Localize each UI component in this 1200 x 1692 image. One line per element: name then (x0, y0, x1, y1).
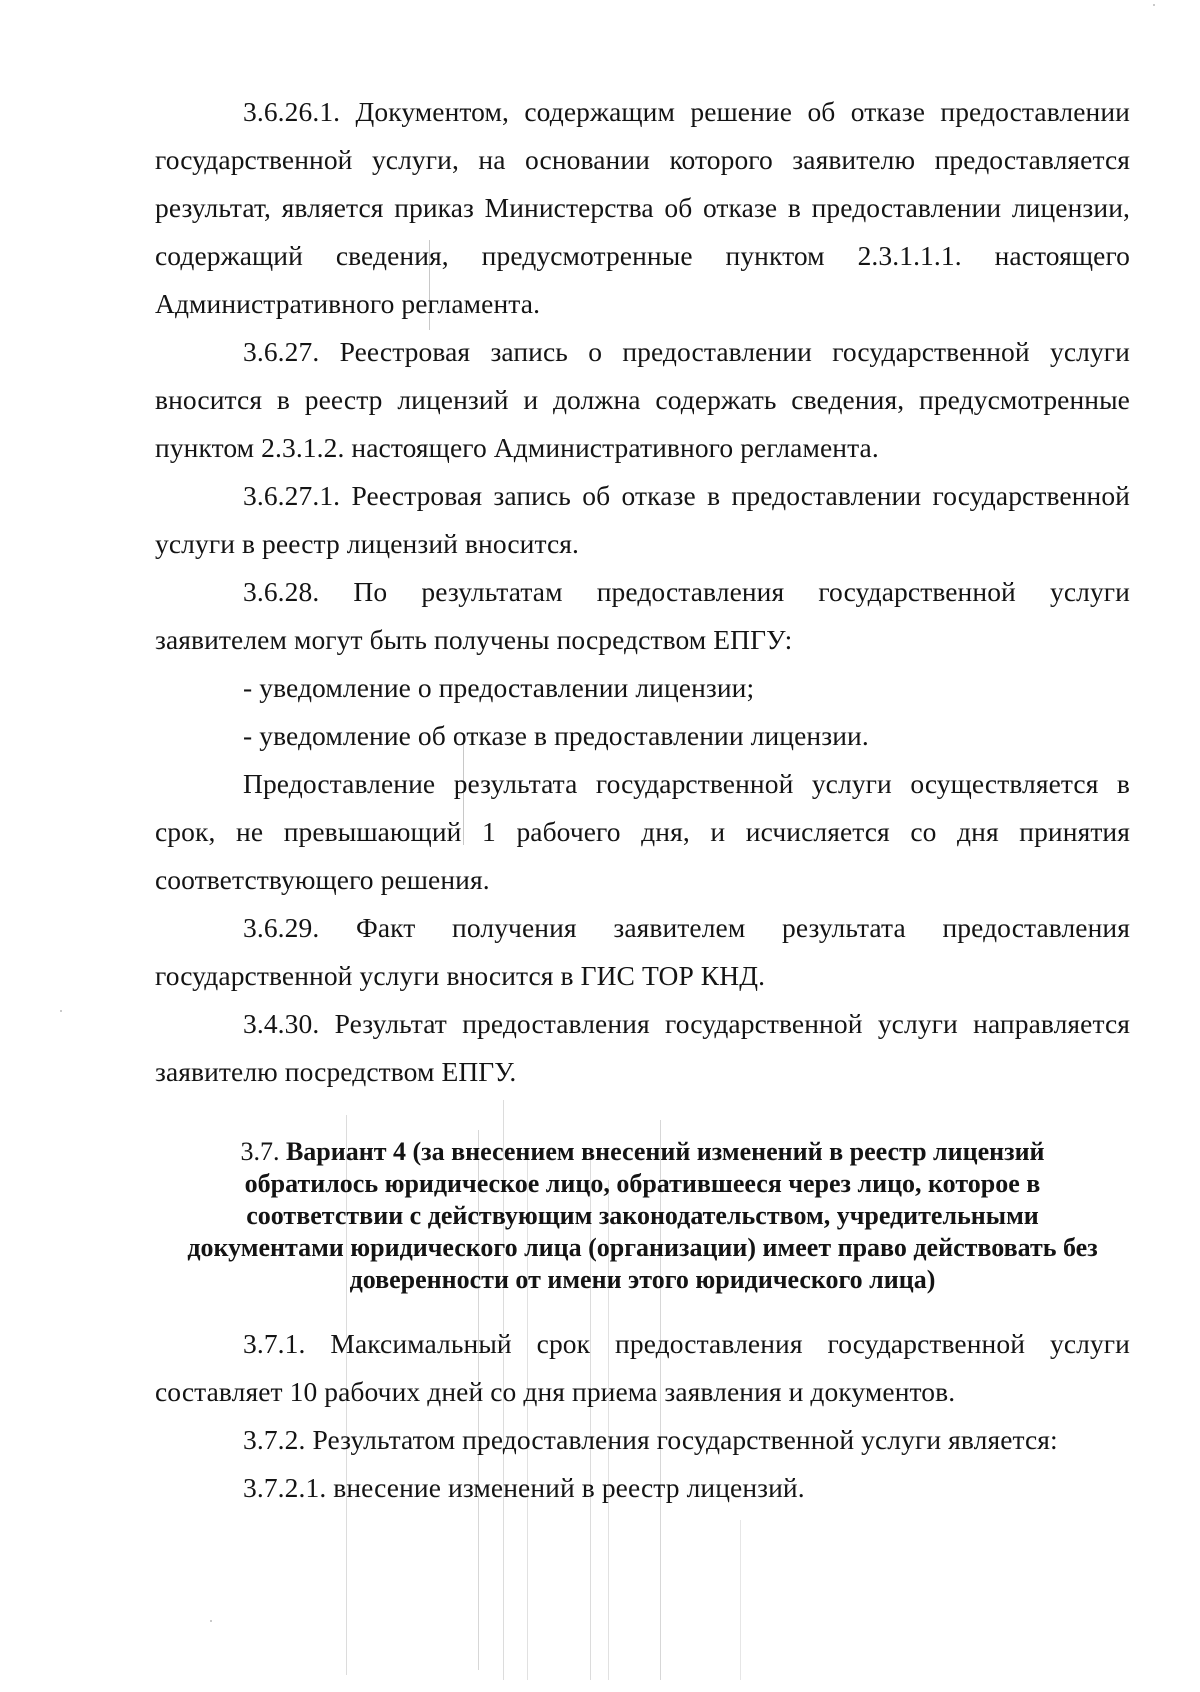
paragraph-3-7-1: 3.7.1. Максимальный срок предоставления государственной услуги составляет 10 рабочих дней со дня приема заявления и документов. (155, 1328, 1130, 1407)
paragraph-3-4-30: 3.4.30. Результат предоставления государственной услуги направляется заявителю посредством ЕПГУ. (155, 1008, 1130, 1087)
paragraph-3-6-26-1: 3.6.26.1. Документом, содержащим решение об отказе предоставлении государственной услуги, на основании которого заявителю предоставляется результат, является приказ Министерства об отказе в предоставлении лицензии, содержащий сведения, предусмотренные пунктом 2.3.1.1.1. настоящего Административного регламента. (155, 96, 1130, 319)
paragraph-3-6-29: 3.6.29. Факт получения заявителем результата предоставления государственной услуги вносится в ГИС ТОР КНД. (155, 912, 1130, 991)
section-heading-3-7 (155, 1136, 1130, 1296)
section-number: 3.7. (240, 1137, 286, 1166)
paragraph-3-6-28: 3.6.28. По результатам предоставления государственной услуги заявителем могут быть получены посредством ЕПГУ: (155, 576, 1130, 655)
list-item-notice-granted: - уведомление о предоставлении лицензии; (243, 672, 755, 703)
document-body (155, 88, 1130, 1512)
list-item-notice-refused: - уведомление об отказе в предоставлении лицензии. (243, 720, 869, 751)
paragraph-3-7-2-1: 3.7.2.1. внесение изменений в реестр лицензий. (243, 1472, 805, 1503)
paragraph-result-term: Предоставление результата государственной услуги осуществляется в срок, не превышающий 1 рабочего дня, и исчисляется со дня принятия соответствующего решения. (155, 768, 1130, 895)
paragraph-3-6-27-1: 3.6.27.1. Реестровая запись об отказе в предоставлении государственной услуги в реестр лицензий вносится. (155, 480, 1130, 559)
paragraph-3-6-27: 3.6.27. Реестровая запись о предоставлении государственной услуги вносится в реестр лицензий и должна содержать сведения, предусмотренные пунктом 2.3.1.2. настоящего Административного регламента. (155, 336, 1130, 463)
section-title: Вариант 4 (за внесением внесений изменений в реестр лицензий обратилось юридическое лицо, обратившееся через лицо, которое в соответствии с действующим законодательством, учредительными документами юридического лица (организации) имеет право действовать без доверенности от имени этого юридического лица) (187, 1137, 1098, 1294)
paragraph-3-7-2: 3.7.2. Результатом предоставления государственной услуги является: (243, 1424, 1058, 1455)
